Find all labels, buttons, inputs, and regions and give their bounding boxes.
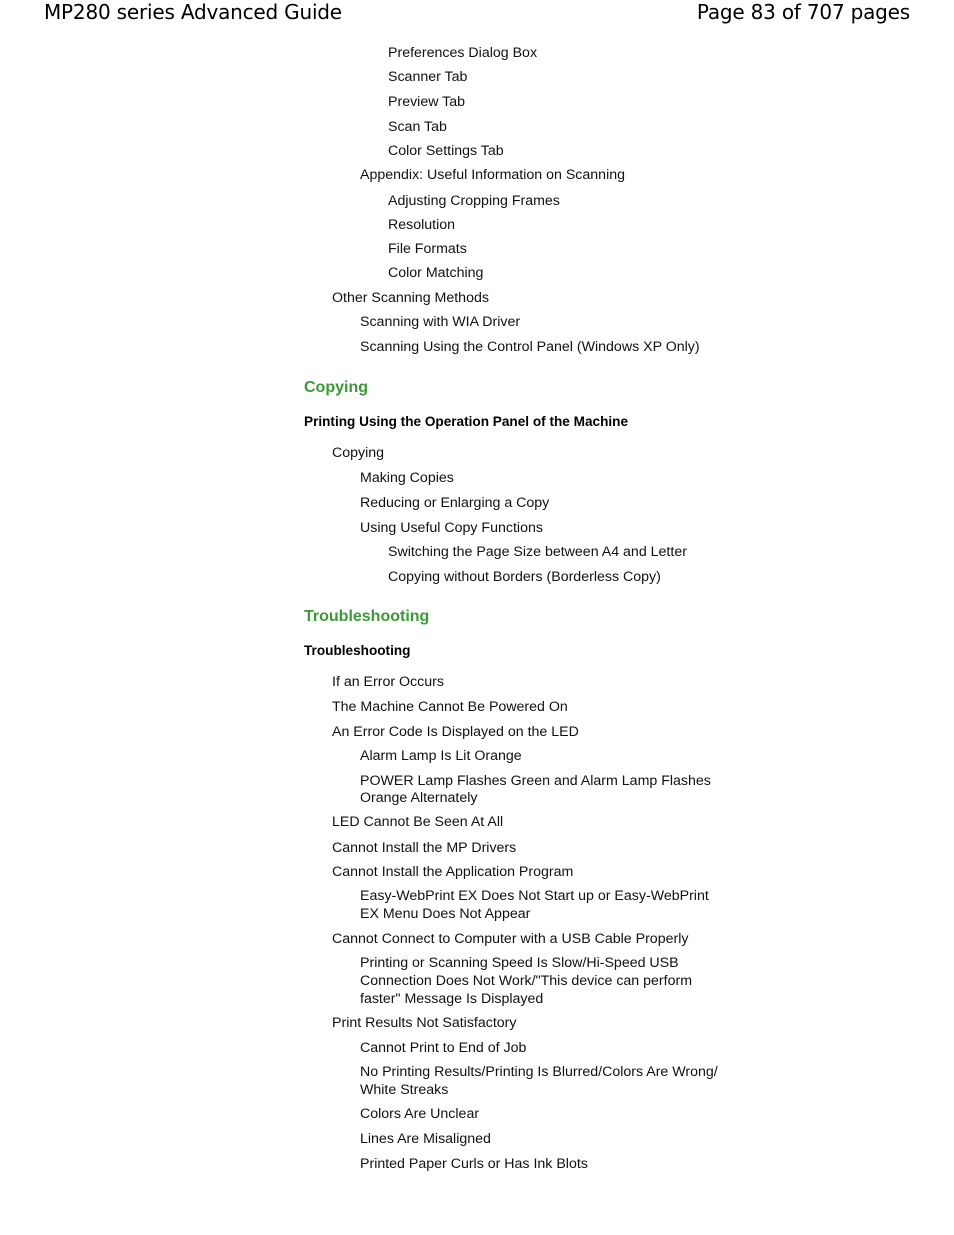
toc-link-cannot-power-on[interactable]: The Machine Cannot Be Powered On — [332, 699, 568, 715]
toc-link-making-copies[interactable]: Making Copies — [360, 470, 454, 486]
toc-link-slow-speed[interactable]: Printing or Scanning Speed Is Slow/Hi-Speed USB — [360, 955, 679, 971]
subheading-operation-panel: Printing Using the Operation Panel of the Machine — [304, 414, 629, 429]
toc-link-color-matching[interactable]: Color Matching — [388, 265, 484, 281]
toc-link-no-printing-results[interactable]: No Printing Results/Printing Is Blurred/Colors Are Wrong/ — [360, 1064, 718, 1080]
toc-link-cannot-install-drivers[interactable]: Cannot Install the MP Drivers — [332, 840, 517, 856]
toc-link-preferences-dialog-box[interactable]: Preferences Dialog Box — [388, 45, 538, 61]
toc-link-usb-cable[interactable]: Cannot Connect to Computer with a USB Cable Properly — [332, 931, 689, 947]
document-title: MP280 series Advanced Guide — [44, 0, 342, 24]
toc-link-borderless-copy[interactable]: Copying without Borders (Borderless Copy) — [388, 569, 661, 585]
toc-link-slow-speed-cont2[interactable]: faster" Message Is Displayed — [360, 991, 544, 1007]
section-heading-troubleshooting: Troubleshooting — [304, 608, 430, 625]
toc-link-print-results[interactable]: Print Results Not Satisfactory — [332, 1015, 517, 1031]
subheading-troubleshooting: Troubleshooting — [304, 643, 411, 658]
toc-link-scanner-tab[interactable]: Scanner Tab — [388, 69, 468, 85]
toc-link-power-lamp-flashes[interactable]: POWER Lamp Flashes Green and Alarm Lamp Flashes — [360, 773, 711, 789]
toc-link-copying[interactable]: Copying — [332, 445, 385, 461]
toc-link-alarm-lamp-orange[interactable]: Alarm Lamp Is Lit Orange — [360, 748, 522, 764]
toc-link-if-error-occurs[interactable]: If an Error Occurs — [332, 674, 444, 690]
toc-link-power-lamp-flashes-cont[interactable]: Orange Alternately — [360, 790, 478, 806]
toc-link-slow-speed-cont1[interactable]: Connection Does Not Work/"This device can perform — [360, 973, 693, 989]
toc-link-cannot-install-app[interactable]: Cannot Install the Application Program — [332, 864, 574, 880]
toc-link-resolution[interactable]: Resolution — [388, 217, 456, 233]
toc-link-preview-tab[interactable]: Preview Tab — [388, 94, 466, 110]
toc-link-other-scanning-methods[interactable]: Other Scanning Methods — [332, 290, 489, 306]
toc-link-file-formats[interactable]: File Formats — [388, 241, 467, 257]
toc-link-lines-misaligned[interactable]: Lines Are Misaligned — [360, 1131, 491, 1147]
page-counter: Page 83 of 707 pages — [696, 0, 910, 24]
toc-link-cannot-print-end[interactable]: Cannot Print to End of Job — [360, 1040, 527, 1056]
toc-link-paper-curls[interactable]: Printed Paper Curls or Has Ink Blots — [360, 1156, 588, 1172]
section-heading-copying: Copying — [304, 379, 368, 396]
toc-link-easy-webprint-cont[interactable]: EX Menu Does Not Appear — [360, 906, 531, 922]
toc-link-switching-page-size[interactable]: Switching the Page Size between A4 and Letter — [388, 544, 687, 560]
toc-link-appendix-scanning[interactable]: Appendix: Useful Information on Scanning — [360, 167, 625, 183]
toc-link-color-settings-tab[interactable]: Color Settings Tab — [388, 143, 504, 159]
toc-link-adjusting-cropping-frames[interactable]: Adjusting Cropping Frames — [388, 193, 560, 209]
toc-link-scanning-control-panel[interactable]: Scanning Using the Control Panel (Windows XP Only) — [360, 339, 700, 355]
toc-link-error-code-led[interactable]: An Error Code Is Displayed on the LED — [332, 724, 579, 740]
toc-link-useful-copy-functions[interactable]: Using Useful Copy Functions — [360, 520, 543, 536]
toc-link-led-not-seen[interactable]: LED Cannot Be Seen At All — [332, 814, 504, 830]
toc-link-scan-tab[interactable]: Scan Tab — [388, 119, 447, 135]
toc-link-no-printing-results-cont[interactable]: White Streaks — [360, 1082, 449, 1098]
toc-link-scanning-wia-driver[interactable]: Scanning with WIA Driver — [360, 314, 521, 330]
toc-link-easy-webprint[interactable]: Easy-WebPrint EX Does Not Start up or Easy-WebPrint — [360, 888, 709, 904]
toc-link-colors-unclear[interactable]: Colors Are Unclear — [360, 1106, 480, 1122]
toc-link-reducing-enlarging[interactable]: Reducing or Enlarging a Copy — [360, 495, 550, 511]
